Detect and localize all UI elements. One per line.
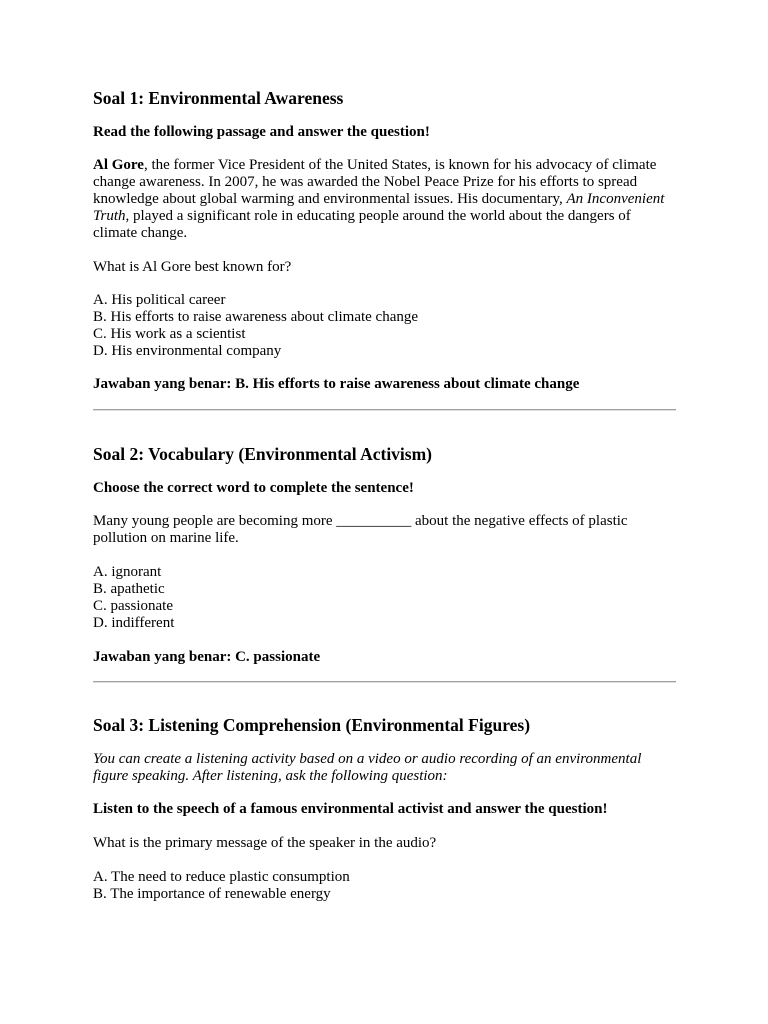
option-b: B. His efforts to raise awareness about climate change xyxy=(93,309,419,325)
passage-part2: , played a significant role in educating people around the world about the dangers of climate change. xyxy=(93,208,631,241)
soal1-answer: Jawaban yang benar: B. His efforts to raise awareness about climate change xyxy=(93,376,580,392)
soal1-passage xyxy=(93,157,676,242)
soal2-sentence: Many young people are becoming more __________ about the negative effects of plastic pollution on marine life. xyxy=(93,513,628,546)
option-c: C. His work as a scientist xyxy=(93,326,246,342)
option-b: B. apathetic xyxy=(93,581,165,597)
option-a: A. ignorant xyxy=(93,564,162,580)
option-d: D. His environmental company xyxy=(93,343,282,359)
soal2-answer: Jawaban yang benar: C. passionate xyxy=(93,649,321,665)
soal1-question: What is Al Gore best known for? xyxy=(93,259,292,275)
soal3-title: Soal 3: Listening Comprehension (Environmental Figures) xyxy=(93,715,531,735)
soal3-options xyxy=(93,869,676,903)
option-b: B. The importance of renewable energy xyxy=(93,886,331,902)
soal3-question: What is the primary message of the speaker in the audio? xyxy=(93,835,437,851)
soal2-options xyxy=(93,564,676,632)
option-c: C. passionate xyxy=(93,598,173,614)
divider xyxy=(93,409,676,411)
soal1-title: Soal 1: Environmental Awareness xyxy=(93,88,344,108)
soal2-instruction: Choose the correct word to complete the sentence! xyxy=(93,480,414,496)
soal2-title: Soal 2: Vocabulary (Environmental Activism) xyxy=(93,444,433,464)
soal3-instruction: Listen to the speech of a famous environmental activist and answer the question! xyxy=(93,801,608,817)
soal1-options xyxy=(93,292,676,360)
passage-name: Al Gore xyxy=(93,157,144,173)
soal3-note: You can create a listening activity based on a video or audio recording of an environmental figure speaking. After listening, ask the following question: xyxy=(93,751,642,784)
option-a: A. His political career xyxy=(93,292,226,308)
option-a: A. The need to reduce plastic consumption xyxy=(93,869,350,885)
divider xyxy=(93,681,676,683)
passage-title: An Inconvenient Truth xyxy=(93,191,665,224)
soal1-instruction: Read the following passage and answer the question! xyxy=(93,124,430,140)
option-d: D. indifferent xyxy=(93,615,175,631)
passage-part1: , the former Vice President of the United States, is known for his advocacy of climate change awareness. In 2007, he was awarded the Nobel Peace Prize for his efforts to spread knowledge about global warming and environmental issues. His documentary, xyxy=(93,157,657,207)
